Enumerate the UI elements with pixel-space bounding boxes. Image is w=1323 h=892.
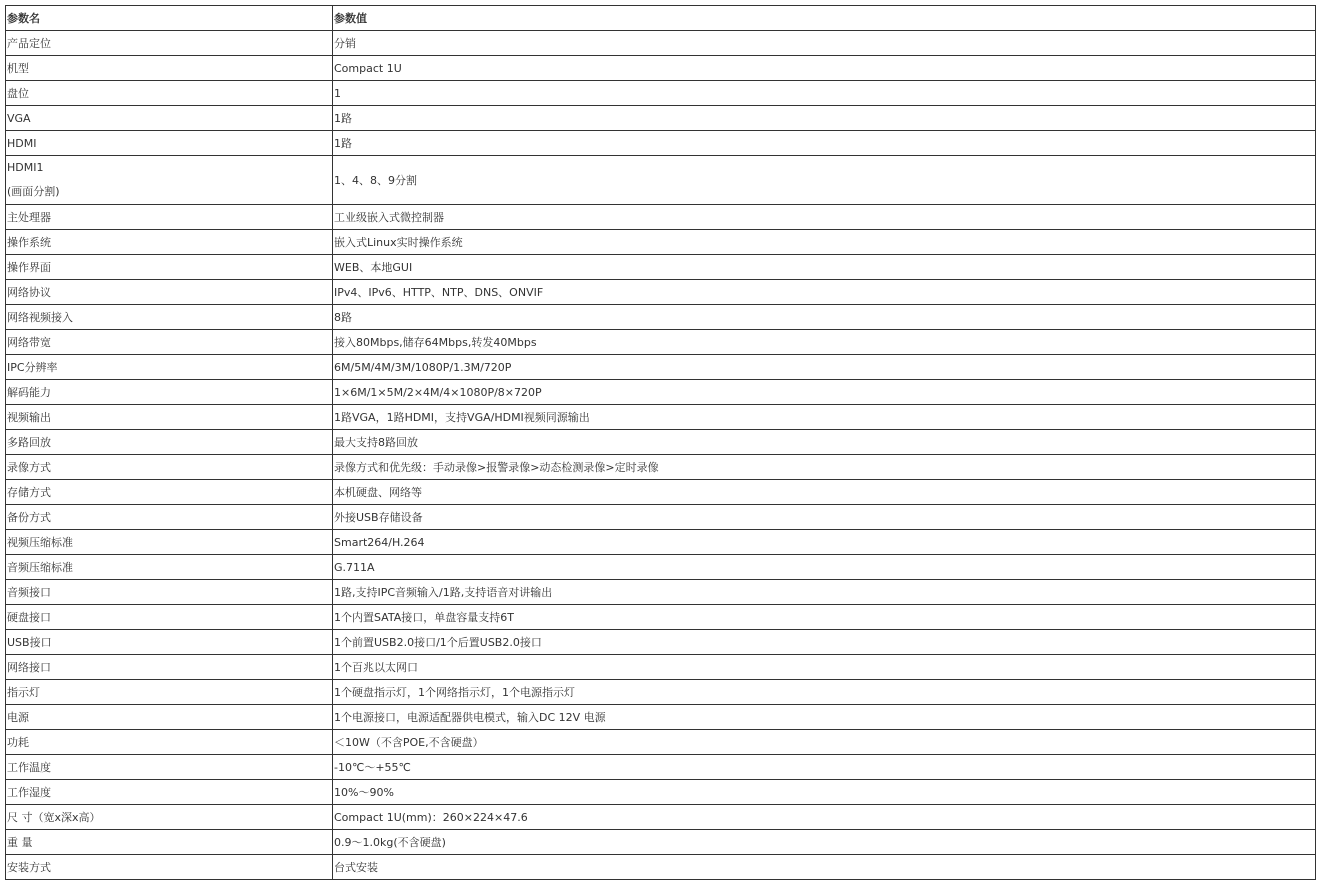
param-value-cell: 1×6M/1×5M/2×4M/4×1080P/8×720P [333, 380, 1316, 405]
table-row [6, 805, 1316, 830]
param-name-cell: USB接口 [6, 630, 333, 655]
param-name-cell: 视频输出 [6, 405, 333, 430]
table-row [6, 655, 1316, 680]
table-row [6, 580, 1316, 605]
header-param-value: 参数值 [333, 6, 1316, 31]
param-value-cell: 1、4、8、9分割 [333, 156, 1316, 205]
param-name-cell: VGA [6, 106, 333, 131]
param-value-cell: 分销 [333, 31, 1316, 56]
table-row [6, 81, 1316, 106]
param-value-cell: 1 [333, 81, 1316, 106]
param-value-cell: 8路 [333, 305, 1316, 330]
param-name-cell: IPC分辨率 [6, 355, 333, 380]
param-name-cell: 硬盘接口 [6, 605, 333, 630]
param-name-cell: 机型 [6, 56, 333, 81]
param-name-cell: 网络接口 [6, 655, 333, 680]
table-row [6, 31, 1316, 56]
table-row [6, 730, 1316, 755]
param-value-cell: Smart264/H.264 [333, 530, 1316, 555]
param-name-cell: 解码能力 [6, 380, 333, 405]
param-name-cell: 重 量 [6, 830, 333, 855]
spec-table [5, 5, 1316, 880]
table-row [6, 530, 1316, 555]
param-value-cell: WEB、本地GUI [333, 255, 1316, 280]
param-value-cell: 1个电源接口，电源适配器供电模式，输入DC 12V 电源 [333, 705, 1316, 730]
table-row [6, 555, 1316, 580]
table-row [6, 605, 1316, 630]
param-value-cell: 接入80Mbps,储存64Mbps,转发40Mbps [333, 330, 1316, 355]
table-row [6, 755, 1316, 780]
param-value-cell: 6M/5M/4M/3M/1080P/1.3M/720P [333, 355, 1316, 380]
param-name-cell [6, 156, 333, 205]
param-value-cell: IPv4、IPv6、HTTP、NTP、DNS、ONVIF [333, 280, 1316, 305]
table-row [6, 230, 1316, 255]
param-value-cell: 本机硬盘、网络等 [333, 480, 1316, 505]
param-name-cell: 音频接口 [6, 580, 333, 605]
table-row [6, 505, 1316, 530]
table-row [6, 680, 1316, 705]
table-row [6, 455, 1316, 480]
param-value-cell: G.711A [333, 555, 1316, 580]
table-row [6, 305, 1316, 330]
param-name-cell: 音频压缩标准 [6, 555, 333, 580]
param-name-cell: 电源 [6, 705, 333, 730]
table-row [6, 830, 1316, 855]
param-value-cell: 1路 [333, 131, 1316, 156]
table-row [6, 855, 1316, 880]
param-value-cell: 1个前置USB2.0接口/1个后置USB2.0接口 [333, 630, 1316, 655]
param-name-cell: 存储方式 [6, 480, 333, 505]
param-name-cell: 主处理器 [6, 205, 333, 230]
param-value-cell: 1个内置SATA接口，单盘容量支持6T [333, 605, 1316, 630]
param-value-cell: 1个百兆以太网口 [333, 655, 1316, 680]
param-name-cell: 网络协议 [6, 280, 333, 305]
param-value-cell: 台式安装 [333, 855, 1316, 880]
param-name-cell: 工作湿度 [6, 780, 333, 805]
table-row [6, 56, 1316, 81]
table-row [6, 355, 1316, 380]
param-name-cell: 盘位 [6, 81, 333, 106]
param-name-cell: 多路回放 [6, 430, 333, 455]
param-value-cell: 10%～90% [333, 780, 1316, 805]
table-row [6, 705, 1316, 730]
param-name-note: (画面分割) [7, 185, 60, 198]
param-value-cell: 1路,支持IPC音频输入/1路,支持语音对讲输出 [333, 580, 1316, 605]
param-value-cell: Compact 1U [333, 56, 1316, 81]
table-row [6, 780, 1316, 805]
param-name-cell: 功耗 [6, 730, 333, 755]
param-name-cell: 视频压缩标准 [6, 530, 333, 555]
param-name-cell: 网络带宽 [6, 330, 333, 355]
table-row [6, 131, 1316, 156]
param-name-cell: 指示灯 [6, 680, 333, 705]
param-name-cell: 网络视频接入 [6, 305, 333, 330]
param-name-cell: 录像方式 [6, 455, 333, 480]
table-row [6, 106, 1316, 131]
param-value-cell: 最大支持8路回放 [333, 430, 1316, 455]
header-param-name: 参数名 [6, 6, 333, 31]
table-row [6, 280, 1316, 305]
table-row [6, 430, 1316, 455]
param-value-cell: 1路 [333, 106, 1316, 131]
table-row [6, 630, 1316, 655]
table-row [6, 405, 1316, 430]
param-value-cell: 嵌入式Linux实时操作系统 [333, 230, 1316, 255]
param-name-cell: 工作温度 [6, 755, 333, 780]
table-header-row [6, 6, 1316, 31]
spec-table-body [6, 6, 1316, 880]
param-value-cell: 1个硬盘指示灯，1个网络指示灯，1个电源指示灯 [333, 680, 1316, 705]
table-row [6, 205, 1316, 230]
param-name: HDMI1 [7, 161, 44, 174]
param-name-cell: 安装方式 [6, 855, 333, 880]
param-value-cell: ＜10W（不含POE,不含硬盘） [333, 730, 1316, 755]
param-name-cell: 备份方式 [6, 505, 333, 530]
param-value-cell: 工业级嵌入式微控制器 [333, 205, 1316, 230]
param-name-cell: 操作界面 [6, 255, 333, 280]
param-value-cell: 0.9～1.0kg(不含硬盘) [333, 830, 1316, 855]
param-value-cell: 录像方式和优先级：手动录像>报警录像>动态检测录像>定时录像 [333, 455, 1316, 480]
param-name-cell: 操作系统 [6, 230, 333, 255]
param-name-cell: HDMI [6, 131, 333, 156]
param-value-cell: -10℃～+55℃ [333, 755, 1316, 780]
table-row [6, 156, 1316, 205]
table-row [6, 330, 1316, 355]
param-value-cell: Compact 1U(mm)：260×224×47.6 [333, 805, 1316, 830]
param-value-cell: 外接USB存储设备 [333, 505, 1316, 530]
param-name-cell: 产品定位 [6, 31, 333, 56]
param-value-cell: 1路VGA，1路HDMI，支持VGA/HDMI视频同源输出 [333, 405, 1316, 430]
table-row [6, 255, 1316, 280]
table-row [6, 480, 1316, 505]
table-row [6, 380, 1316, 405]
param-name-cell: 尺 寸（宽x深x高） [6, 805, 333, 830]
